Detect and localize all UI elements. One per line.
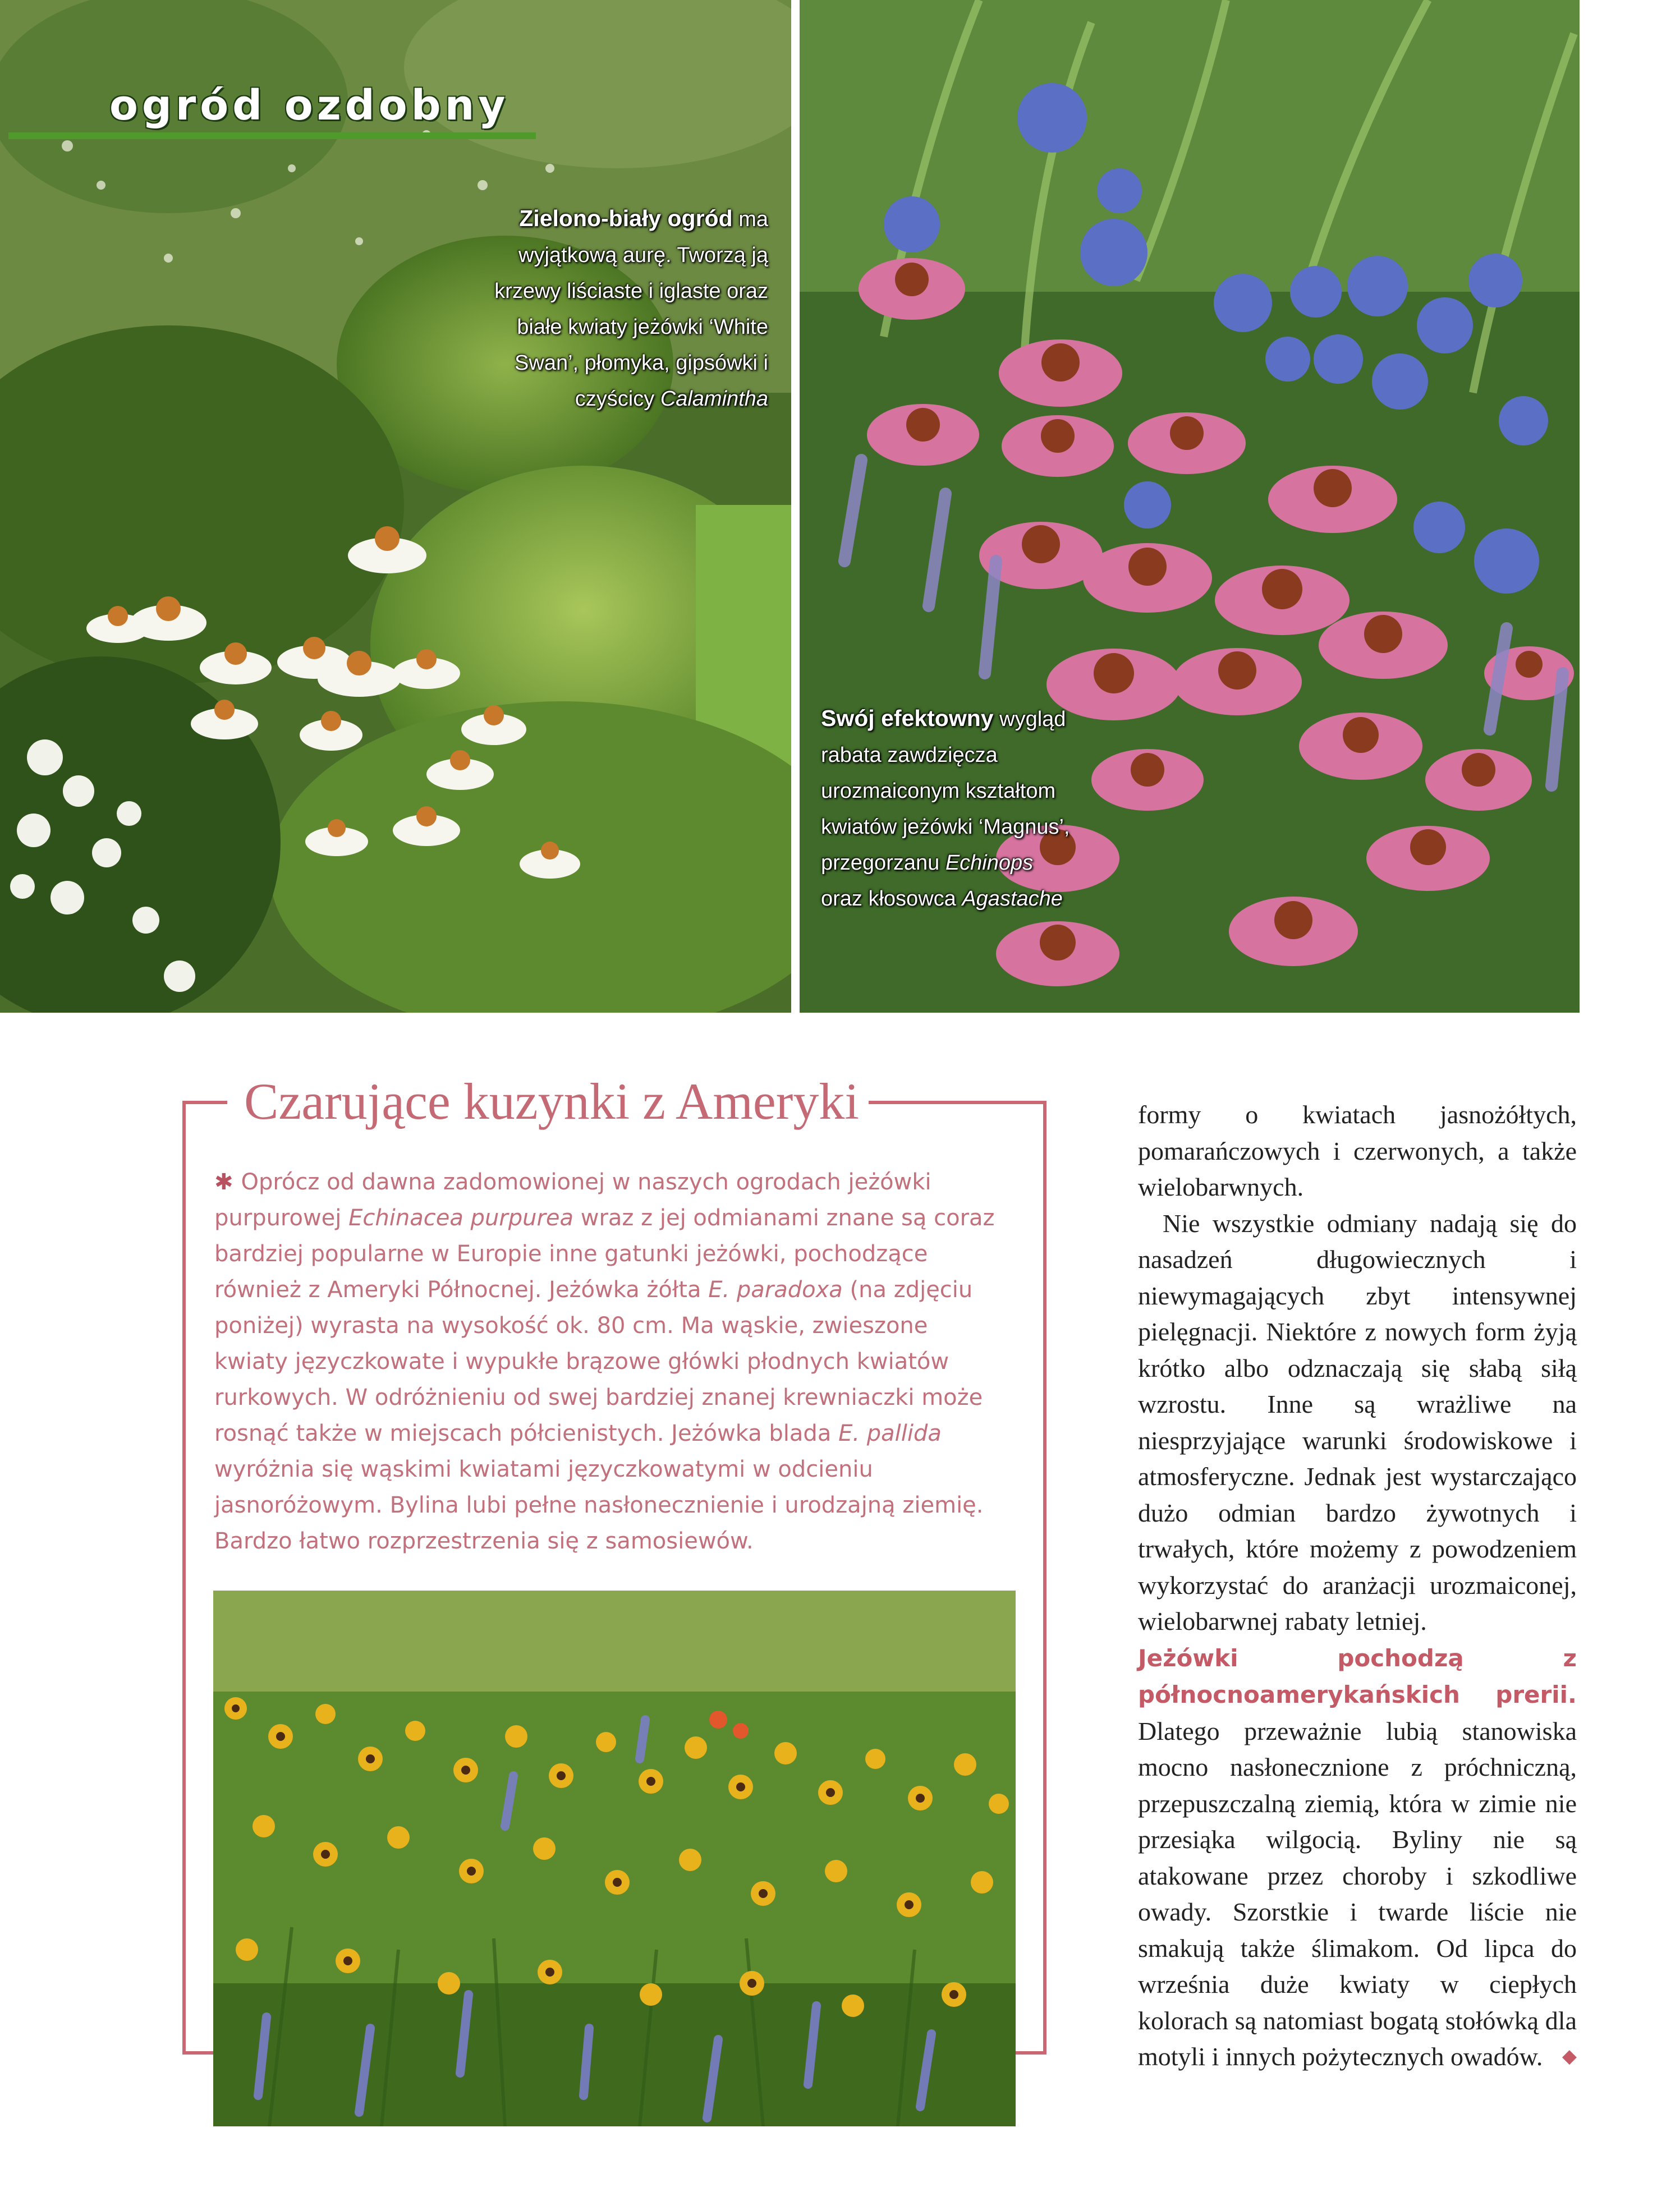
caption-italic: Echinops [945,851,1034,875]
sidebar-box-top-rule-right [869,1101,1046,1104]
sidebar-title: Czarujące kuzynki z Ameryki [244,1073,859,1130]
paragraph: Nie wszystkie odmiany nadają się do nasadzeń długowiecznych i niewymagających zbyt intensywnej pielęgnacji. Niektóre z nowych form żyją krótko albo odznaczają się słabą siłą wzrostu. Inne są wrażliwe na niesprzyjające warunki środowiskowe i atmosferyczne. Jednak jest wystarczająco dużo odmian bardzo żywotnych i trwałych, które możemy z powodzeniem wykorzystać do aranżacji urozmaiconej, wielobarwnej rabaty letniej. [1138,1208,1577,1635]
caption-lead: Swój efektowny [821,705,994,731]
paragraph-with-lead [1138,1640,1577,2075]
caption-text: oraz kłosowca [821,887,962,911]
caption-lead: Zielono-biały ogród [519,205,733,231]
caption-echinacea-bed [821,700,1079,917]
asterisk-icon: ✱ [214,1169,241,1195]
sidebar-text: Oprócz od dawna zadomowionej w naszych ogrodach jeżówki purpurowej [214,1169,931,1231]
section-rule [8,132,536,139]
yellow-echinacea-meadow-photo [213,1591,1016,2126]
article-column [1138,1097,1577,2075]
section-label: ogród ozdobny [109,81,509,130]
sidebar-text: (na zdjęciu poniżej) wyrasta na wysokość ok. 80 cm. Ma wąskie, zwieszone kwiaty języczkowate i wypukłe brązowe główki płodnych kwiatów rurkowych. W odróżnieniu od swej bardziej znanej krewniaczki może rosnąć także w miejscach półcienistych. Jeżówka blada [214,1277,983,1446]
sidebar-text: wraz z jej odmianami znane są coraz bardziej popularne w Europie inne gatunki jeżówki, pochodzące również z Ameryki Północnej. Jeżówka żółta [214,1205,995,1303]
caption-italic: Agastache [962,887,1063,911]
sidebar-box-top-rule-left [182,1101,227,1104]
paragraph: formy o kwiatach jasnożółtych, pomarańczowych i czerwonych, a także wielobarwnych. [1138,1100,1577,1201]
sidebar-text: wyróżnia się wąskimi kwiatami języczkowatymi w odcieniu jasnoróżowym. Bylina lubi pełne nasłonecznienie i urodzajną ziemię. Bardzo łatwo rozprzestrzenia się z samosiewów. [214,1456,984,1554]
caption-text: ma wyjątkową aurę. Tworzą ją krzewy liściaste i iglaste oraz białe kwiaty jeżówki ‘White Swan’, płomyka, gipsówki i czyścicy [494,208,768,411]
paragraph-lead: Jeżówki pochodzą z północnoamerykańskich prerii. [1138,1644,1577,1708]
sidebar-body [214,1164,1000,1559]
paragraph-text: Dlatego przeważnie lubią stanowiska mocno nasłonecznione z próchniczną, przepuszczalną ziemią, która w zimie nie przesiąka wilgocią. Byliny nie są atakowane przez choroby i szkodliwe owady. Szorstkie i twarde liście nie smakują także ślimakom. Od lipca do września duże kwiaty w ciepłych kolorach są natomiast bogatą stołówką dla motyli i innych pożytecznych owadów. [1138,1716,1577,2071]
sidebar-italic: Echinacea purpurea [348,1205,574,1231]
white-garden-photo [0,0,791,1013]
end-mark-icon: ◆ [1562,2046,1577,2067]
caption-white-garden [476,200,768,417]
sidebar-italic: E. paradoxa [708,1277,843,1303]
caption-text: wygląd rabata zawdzięcza urozmaiconym kształtom kwiatów jeżówki ‘Magnus’, przegorzanu [821,707,1070,875]
sidebar-italic: E. pallida [838,1421,942,1446]
caption-italic: Calamintha [660,387,768,411]
